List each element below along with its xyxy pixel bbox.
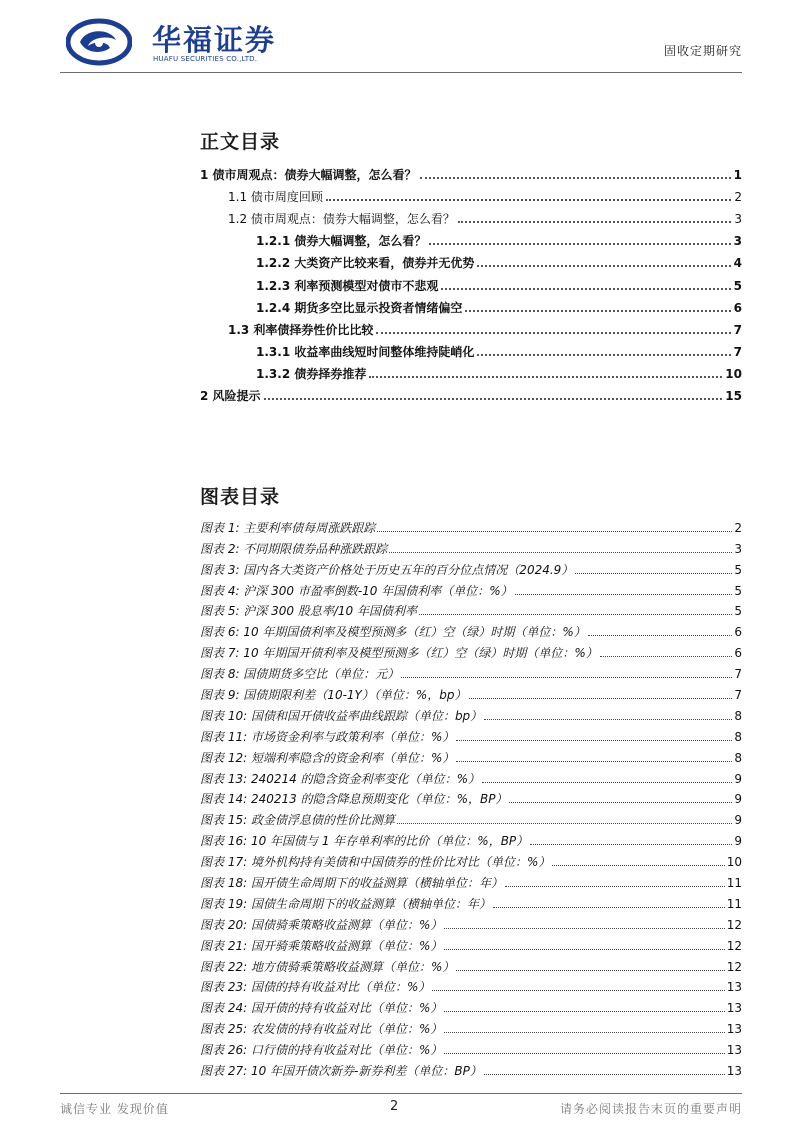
toc-entry[interactable] — [200, 315, 742, 337]
dot-leader — [429, 243, 730, 245]
figure-entry[interactable] — [200, 535, 742, 556]
figure-entry-page: 8 — [734, 750, 742, 765]
figure-entry[interactable] — [200, 848, 742, 869]
huafu-logo-icon — [66, 18, 132, 66]
header-divider — [60, 72, 742, 73]
figure-entry[interactable] — [200, 598, 742, 619]
figure-entry[interactable] — [200, 660, 742, 681]
dot-leader — [444, 928, 724, 929]
figure-entry-text: 图表 27: 10 年国开债次新券-新券利差（单位：BP） — [200, 1064, 482, 1079]
figure-entry[interactable] — [200, 702, 742, 723]
figure-entry-text: 图表 19: 国债生命周期下的收益测算（横轴单位：年） — [200, 896, 491, 911]
figure-entry-page: 12 — [726, 959, 742, 974]
dot-leader — [456, 761, 732, 762]
figure-entry-text: 图表 2: 不同期限债券品种涨跌跟踪 — [200, 541, 388, 556]
figure-entry-text: 图表 11: 市场资金利率与政策利率（单位：%） — [200, 729, 455, 744]
toc-entry-page: 10 — [725, 366, 742, 381]
toc-entry[interactable] — [200, 204, 742, 226]
figure-entry-text: 图表 17: 境外机构持有美债和中国债券的性价比对比（单位：%） — [200, 855, 551, 870]
figure-entry-page: 6 — [734, 625, 742, 640]
figure-entry[interactable] — [200, 556, 742, 577]
dot-leader — [420, 177, 731, 179]
figure-entry[interactable] — [200, 827, 742, 848]
figure-entry[interactable] — [200, 514, 742, 535]
dot-leader — [397, 823, 732, 824]
dot-leader — [515, 594, 733, 595]
figure-entry-text: 图表 25: 农发债的持有收益对比（单位：%） — [200, 1022, 443, 1037]
dot-leader — [326, 199, 731, 201]
dot-leader — [505, 886, 725, 887]
dot-leader — [419, 614, 732, 615]
toc-entry-page: 4 — [733, 256, 742, 271]
dot-leader — [456, 740, 732, 741]
figure-entry-page: 5 — [734, 604, 742, 619]
figure-entry-page: 12 — [726, 917, 742, 932]
figure-entry-text: 图表 15: 政金债浮息债的性价比测算 — [200, 813, 395, 828]
toc-entry[interactable] — [200, 293, 742, 315]
dot-leader — [444, 949, 724, 950]
figure-entry-text: 图表 3: 国内各大类资产价格处于历史五年的百分位点情况（2024.9） — [200, 562, 574, 577]
figure-entry-text: 图表 18: 国开债生命周期下的收益测算（横轴单位：年） — [200, 876, 503, 891]
dot-leader — [552, 865, 724, 866]
dot-leader — [493, 907, 725, 908]
figure-entry-text: 图表 9: 国债期限利差（10-1Y）（单位：%，bp） — [200, 688, 467, 703]
dot-leader — [444, 1011, 724, 1012]
figure-entry-text: 图表 23: 国债的持有收益对比（单位：%） — [200, 980, 431, 995]
figure-entry-text: 图表 10: 国债和国开债收益率曲线跟踪（单位：bp） — [200, 708, 483, 723]
figure-entry-text: 图表 8: 国债期货多空比（单位：元） — [200, 667, 400, 682]
footer-slogan: 诚信专业 发现价值 — [60, 1102, 169, 1116]
figure-entry[interactable] — [200, 890, 742, 911]
figure-entry-text: 图表 7: 10 年期国开债利率及模型预测多（红）空（绿）时期（单位：%） — [200, 646, 598, 661]
report-type-label: 固收定期研究 — [663, 44, 742, 58]
figure-entry-page: 5 — [734, 562, 742, 577]
toc-entry-page: 2 — [734, 190, 742, 205]
figure-entry-page: 9 — [734, 771, 742, 786]
figure-entry[interactable] — [200, 953, 742, 974]
dot-leader — [444, 1053, 724, 1054]
toc-entry-text: 1.2.2 大类资产比较来看，债券并无优势 — [256, 256, 475, 271]
toc-entry[interactable] — [200, 182, 742, 204]
figure-entry[interactable] — [200, 1057, 742, 1078]
figure-entry-text: 图表 20: 国债骑乘策略收益测算（单位：%） — [200, 917, 443, 932]
toc-entry-page: 15 — [725, 389, 742, 404]
dot-leader — [441, 288, 730, 290]
toc-entry[interactable] — [200, 160, 742, 182]
figure-list-title: 图表目录 — [200, 486, 281, 508]
figure-entry[interactable] — [200, 869, 742, 890]
company-name-en: HUAFU SECURITIES CO.,LTD. — [153, 55, 258, 63]
figure-entry-text: 图表 13: 240214 的隐含资金利率变化（单位：%） — [200, 771, 480, 786]
toc-entry-text: 1.2.3 利率预测模型对债市不悲观 — [256, 278, 439, 293]
figure-entry-text: 图表 16: 10 年国债与 1 年存单利率的比价（单位：%，BP） — [200, 834, 529, 849]
figure-entry-page: 9 — [734, 834, 742, 849]
figure-entry-page: 5 — [734, 583, 742, 598]
toc-entry-text: 1.2.4 期货多空比显示投资者情绪偏空 — [256, 300, 463, 315]
figure-entry-text: 图表 5: 沪深 300 股息率/10 年国债利率 — [200, 604, 417, 619]
figure-entry[interactable] — [200, 577, 742, 598]
figure-entry-page: 2 — [734, 520, 742, 535]
toc-title: 正文目录 — [200, 131, 281, 153]
figure-entry-text: 图表 1: 主要利率债每周涨跌跟踪 — [200, 520, 376, 535]
figure-entry-page: 9 — [734, 813, 742, 828]
dot-leader — [456, 970, 724, 971]
figure-entry-page: 11 — [726, 896, 742, 911]
dot-leader — [477, 354, 730, 356]
figure-entry[interactable] — [200, 723, 742, 744]
dot-leader — [600, 656, 733, 657]
figure-entry-page: 7 — [734, 667, 742, 682]
figure-entry-page: 13 — [726, 1022, 742, 1037]
company-name-cn: 华福证券 — [152, 23, 277, 57]
figure-entry-text: 图表 26: 口行债的持有收益对比（单位：%） — [200, 1043, 443, 1058]
toc-entry-page: 5 — [733, 278, 742, 293]
toc-entry[interactable] — [200, 381, 742, 403]
figure-entry-text: 图表 12: 短端利率隐含的资金利率（单位：%） — [200, 750, 455, 765]
dot-leader — [477, 265, 730, 267]
toc-entry-text: 2 风险提示 — [200, 389, 261, 404]
dot-leader — [458, 221, 731, 223]
dot-leader — [469, 698, 733, 699]
page-number: 2 — [390, 1099, 399, 1114]
figure-entry-text: 图表 14: 240213 的隐含降息预期变化（单位：%，BP） — [200, 792, 508, 807]
figure-entry-text: 图表 21: 国开骑乘策略收益测算（单位：%） — [200, 938, 443, 953]
toc-entry[interactable] — [200, 270, 742, 292]
page-header — [60, 14, 742, 76]
figure-entry[interactable] — [200, 786, 742, 807]
toc-list — [200, 160, 742, 403]
dot-leader — [369, 376, 722, 378]
dot-leader — [389, 552, 732, 553]
toc-entry[interactable] — [200, 359, 742, 381]
dot-leader — [465, 310, 730, 312]
toc-entry-text: 1.3.1 收益率曲线短时间整体维持陡峭化 — [256, 344, 475, 359]
dot-leader — [376, 332, 730, 334]
figure-entry-page: 6 — [734, 646, 742, 661]
dot-leader — [509, 802, 732, 803]
dot-leader — [484, 719, 732, 720]
dot-leader — [432, 990, 724, 991]
figure-entry[interactable] — [200, 765, 742, 786]
dot-leader — [575, 573, 732, 574]
figure-entry-page: 11 — [726, 876, 742, 891]
figure-entry-text: 图表 4: 沪深 300 市盈率倒数-10 年国债利率（单位：%） — [200, 583, 513, 598]
figure-entry-page: 7 — [734, 688, 742, 703]
toc-entry-page: 6 — [733, 300, 742, 315]
figure-entry-page: 13 — [726, 980, 742, 995]
figure-entry[interactable] — [200, 806, 742, 827]
dot-leader — [482, 782, 732, 783]
toc-entry[interactable] — [200, 226, 742, 248]
figure-entry[interactable] — [200, 911, 742, 932]
figure-entry[interactable] — [200, 932, 742, 953]
dot-leader — [444, 1032, 724, 1033]
figure-entry-page: 3 — [734, 541, 742, 556]
dot-leader — [401, 677, 732, 678]
footer-divider — [60, 1093, 742, 1094]
footer-disclaimer: 请务必阅读报告末页的重要声明 — [559, 1102, 742, 1116]
toc-entry[interactable] — [200, 337, 742, 359]
toc-entry-text: 1.1 债市周度回顾 — [228, 190, 323, 205]
toc-entry-page: 1 — [733, 168, 742, 183]
figure-entry[interactable] — [200, 618, 742, 639]
toc-entry[interactable] — [200, 248, 742, 270]
figure-entry[interactable] — [200, 681, 742, 702]
toc-entry-page: 7 — [733, 322, 742, 337]
toc-entry-text: 1.2.1 债券大幅调整，怎么看？ — [256, 234, 427, 249]
figure-entry[interactable] — [200, 1036, 742, 1057]
toc-entry-page: 7 — [733, 344, 742, 359]
figure-entry[interactable] — [200, 639, 742, 660]
figure-entry-page: 8 — [734, 708, 742, 723]
dot-leader — [530, 844, 732, 845]
figure-entry-page: 9 — [734, 792, 742, 807]
toc-entry-text: 1.2 债市周观点：债券大幅调整，怎么看？ — [228, 212, 455, 227]
figure-entry-page: 12 — [726, 938, 742, 953]
figure-entry[interactable] — [200, 994, 742, 1015]
figure-list — [200, 514, 742, 1078]
figure-entry-page: 8 — [734, 729, 742, 744]
figure-entry-page: 13 — [726, 1001, 742, 1016]
figure-entry-text: 图表 6: 10 年期国债利率及模型预测多（红）空（绿）时期（单位：%） — [200, 625, 586, 640]
toc-entry-text: 1.3.2 债券择券推荐 — [256, 366, 367, 381]
figure-entry-page: 13 — [726, 1064, 742, 1079]
dot-leader — [484, 1074, 725, 1075]
figure-entry-page: 13 — [726, 1043, 742, 1058]
toc-entry-text: 1.3 利率债择券性价比比较 — [228, 322, 374, 337]
figure-entry-text: 图表 22: 地方债骑乘策略收益测算（单位：%） — [200, 959, 455, 974]
figure-entry-text: 图表 24: 国开债的持有收益对比（单位：%） — [200, 1001, 443, 1016]
toc-entry-page: 3 — [734, 212, 742, 227]
dot-leader — [264, 398, 723, 400]
toc-entry-page: 3 — [733, 234, 742, 249]
toc-entry-text: 1 债市周观点：债券大幅调整，怎么看？ — [200, 168, 417, 183]
dot-leader — [377, 531, 732, 532]
dot-leader — [588, 635, 733, 636]
figure-entry[interactable] — [200, 974, 742, 995]
figure-entry[interactable] — [200, 744, 742, 765]
figure-entry[interactable] — [200, 1015, 742, 1036]
figure-entry-page: 10 — [726, 855, 742, 870]
